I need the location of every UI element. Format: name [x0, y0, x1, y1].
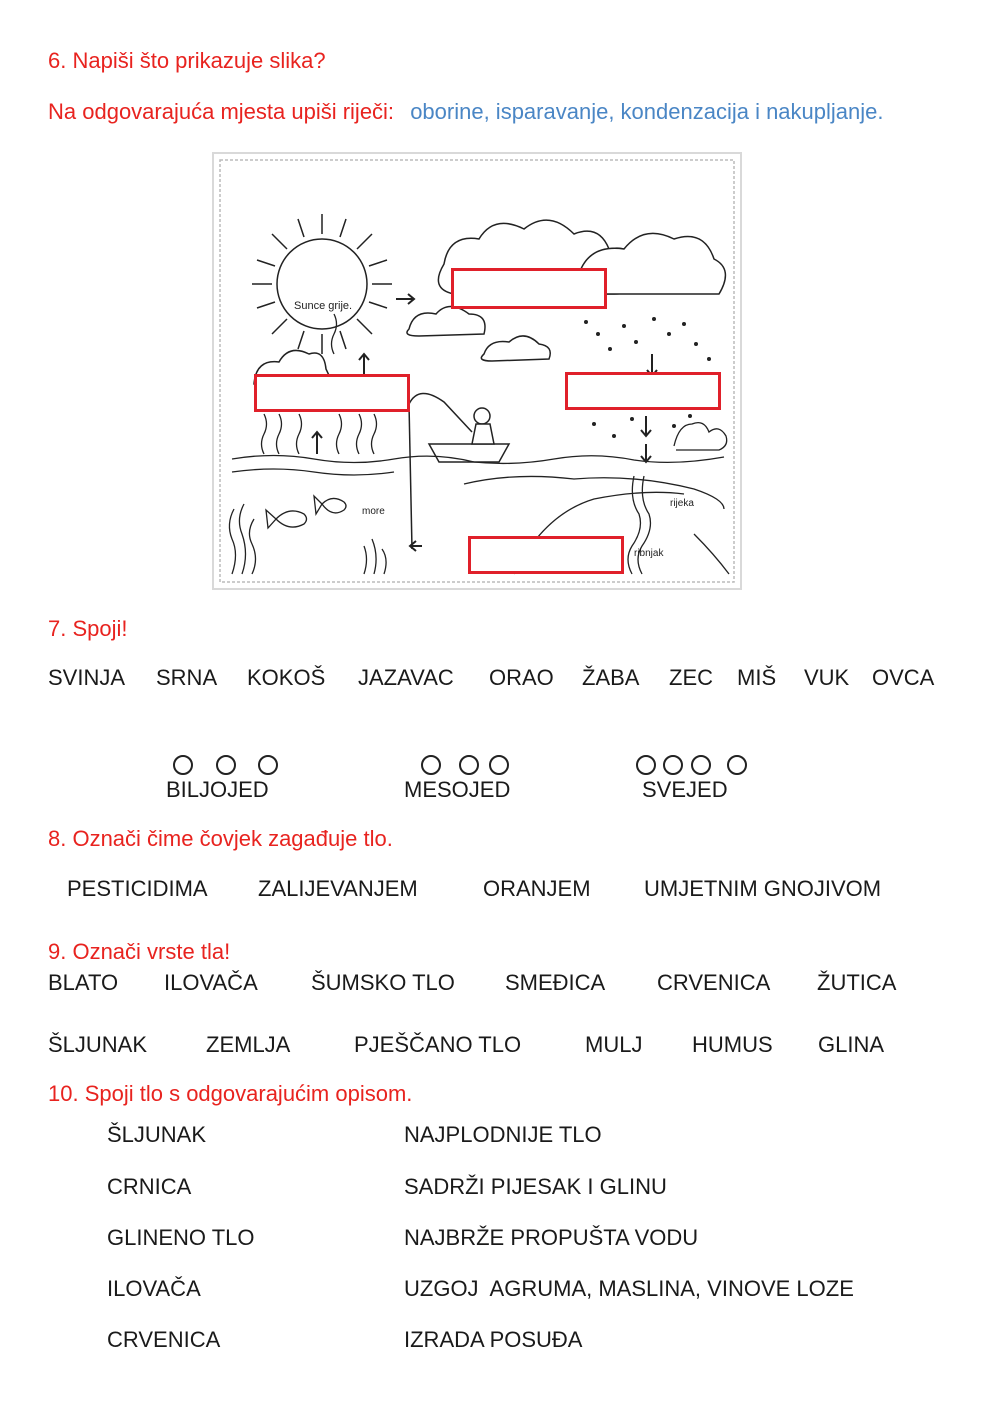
q6-instruction: Na odgovarajuća mjesta upiši riječi:: [48, 99, 395, 124]
river-label: rijeka: [670, 498, 694, 509]
match-circle[interactable]: [173, 755, 193, 775]
group-omnivore: SVEJED: [642, 777, 728, 802]
soil-option[interactable]: SMEĐICA: [505, 970, 606, 995]
match-circle[interactable]: [663, 755, 683, 775]
pollution-option[interactable]: PESTICIDIMA: [67, 876, 208, 901]
pollution-option[interactable]: UMJETNIM GNOJIVOM: [644, 876, 882, 901]
soil-option[interactable]: ŠUMSKO TLO: [311, 970, 455, 995]
answer-box-evaporation[interactable]: [254, 374, 410, 412]
fish-icon: [266, 496, 346, 528]
answer-box-precipitation[interactable]: [565, 372, 721, 410]
soil-option[interactable]: CRVENICA: [657, 970, 771, 995]
match-circle[interactable]: [636, 755, 656, 775]
match-circle[interactable]: [216, 755, 236, 775]
animal-word[interactable]: SVINJA: [48, 665, 126, 690]
q6-title: 6. Napiši što prikazuje slika?: [48, 48, 326, 73]
soil-option[interactable]: HUMUS: [692, 1032, 773, 1057]
animal-word[interactable]: ŽABA: [582, 665, 640, 690]
q8-title: 8. Označi čime čovjek zagađuje tlo.: [48, 826, 393, 851]
animal-word[interactable]: ZEC: [669, 665, 713, 690]
soil-description[interactable]: NAJBRŽE PROPUŠTA VODU: [404, 1225, 699, 1250]
soil-option[interactable]: BLATO: [48, 970, 119, 995]
q10-title: 10. Spoji tlo s odgovarajućim opisom.: [48, 1081, 413, 1106]
q6-instruction-row: [48, 99, 884, 125]
answer-box-condensation[interactable]: [451, 268, 607, 309]
q9-title: 9. Označi vrste tla!: [48, 939, 231, 964]
q7-title: 7. Spoji!: [48, 616, 128, 641]
q6-word-list: oborine, isparavanje, kondenzacija i nakupljanje.: [410, 99, 884, 124]
match-circle[interactable]: [691, 755, 711, 775]
soil-type[interactable]: ŠLJUNAK: [107, 1122, 207, 1147]
pond-label: ribnjak: [634, 548, 664, 559]
animal-word[interactable]: VUK: [804, 665, 850, 690]
soil-type[interactable]: CRNICA: [107, 1174, 192, 1199]
water-cycle-illustration: [214, 154, 740, 588]
match-circle[interactable]: [421, 755, 441, 775]
soil-option[interactable]: ŽUTICA: [817, 970, 897, 995]
sun-icon: [252, 214, 392, 354]
sun-label: Sunce grije.: [294, 300, 353, 312]
soil-description[interactable]: UZGOJ AGRUMA, MASLINA, VINOVE LOZE: [404, 1276, 854, 1301]
animal-word[interactable]: MIŠ: [737, 665, 777, 690]
soil-option[interactable]: ŠLJUNAK: [48, 1032, 148, 1057]
animal-word[interactable]: SRNA: [156, 665, 218, 690]
match-circle[interactable]: [727, 755, 747, 775]
animal-word[interactable]: KOKOŠ: [247, 665, 326, 690]
group-herbivore: BILJOJED: [166, 777, 269, 802]
soil-option[interactable]: MULJ: [585, 1032, 643, 1057]
soil-description[interactable]: SADRŽI PIJESAK I GLINU: [404, 1174, 667, 1199]
pollution-option[interactable]: ZALIJEVANJEM: [258, 876, 418, 901]
match-circle[interactable]: [489, 755, 509, 775]
match-circle[interactable]: [459, 755, 479, 775]
animal-word[interactable]: OVCA: [872, 665, 935, 690]
soil-option[interactable]: ILOVAČA: [164, 970, 258, 995]
answer-box-accumulation[interactable]: [468, 536, 624, 574]
fisherman-boat-icon: [409, 393, 509, 549]
soil-option[interactable]: ZEMLJA: [206, 1032, 291, 1057]
pollution-option[interactable]: ORANJEM: [483, 876, 591, 901]
soil-description[interactable]: IZRADA POSUĐA: [404, 1327, 583, 1352]
animal-word[interactable]: JAZAVAC: [358, 665, 454, 690]
sea-label: more: [362, 506, 385, 517]
match-circle[interactable]: [258, 755, 278, 775]
soil-description[interactable]: NAJPLODNIJE TLO: [404, 1122, 602, 1147]
water-cycle-diagram: [212, 152, 742, 590]
soil-type[interactable]: CRVENICA: [107, 1327, 221, 1352]
soil-option[interactable]: PJEŠČANO TLO: [354, 1032, 522, 1057]
shrubs-icon: [674, 423, 727, 450]
arrow-right-icon: [396, 294, 414, 304]
soil-type[interactable]: GLINENO TLO: [107, 1225, 255, 1250]
animal-word[interactable]: ORAO: [489, 665, 554, 690]
soil-option[interactable]: GLINA: [818, 1032, 885, 1057]
soil-type[interactable]: ILOVAČA: [107, 1276, 201, 1301]
group-carnivore: MESOJED: [404, 777, 511, 802]
